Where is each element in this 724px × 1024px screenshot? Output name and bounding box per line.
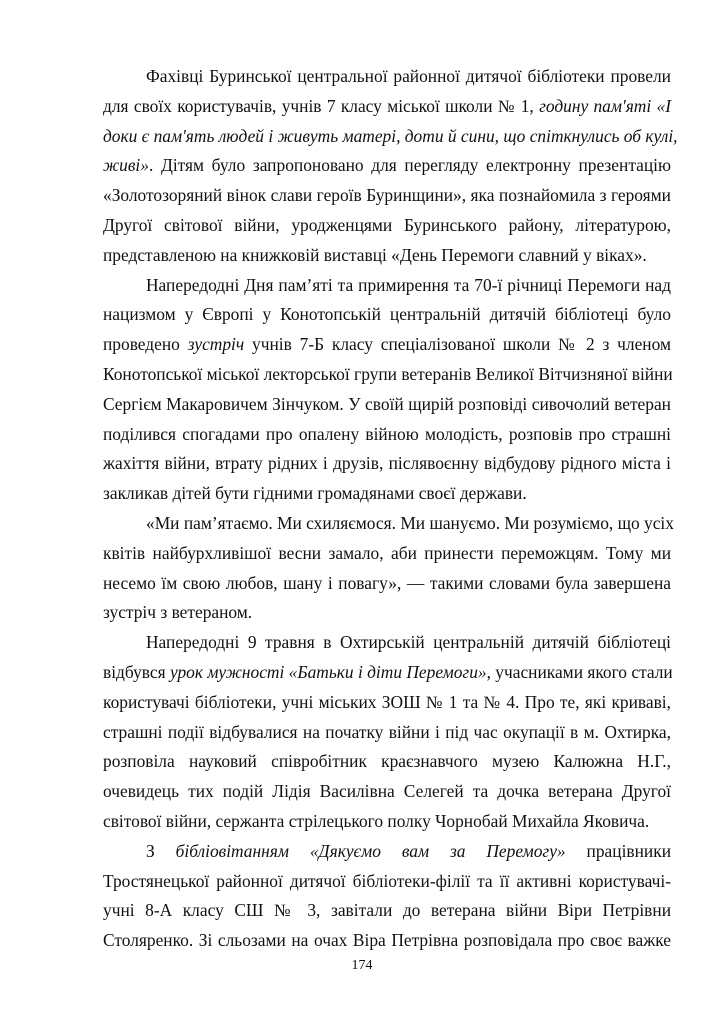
text-line (103, 777, 671, 807)
document-page (103, 62, 678, 956)
text-line (103, 92, 671, 122)
page-number: 174 (351, 958, 373, 973)
text-line (103, 509, 674, 539)
text-line (103, 62, 671, 92)
text-line (103, 598, 671, 628)
text-run: відбувся (103, 661, 170, 682)
text-run: Напередодні Дня пам’яті та примирення та 70-ї річниці Перемоги над (146, 274, 671, 295)
text-line (103, 390, 671, 420)
text-line (103, 688, 671, 718)
text-run: . Дітям було запропоновано для перегляду електронну презентацію (148, 155, 671, 176)
text-run: очевидець тих подій Лідія Василівна Селегей та дочка ветерана Другої (103, 781, 671, 802)
text-line (103, 241, 671, 271)
text-run: Столяренко. Зі сльозами на очах Віра Петрівна розповідала про своє важке (103, 930, 671, 951)
text-line (103, 658, 671, 688)
text-run: проведено (103, 334, 188, 355)
text-run: розповіла науковий співробітник краєзнавчого музею Калюжна Н.Г., (103, 751, 671, 772)
text-run: Тростянецької районної дитячої бібліотеки-філії та її активні користувачі- (103, 870, 671, 891)
text-line (103, 211, 671, 241)
text-run: несемо їм свою любов, шану і повагу», — такими словами була завершена (103, 572, 671, 593)
text-line (103, 300, 671, 330)
text-line (103, 837, 671, 867)
italic-text-run: зустріч (187, 334, 245, 355)
text-run: працівники (565, 840, 671, 861)
text-line (103, 569, 671, 599)
italic-text-run: живі» (103, 155, 149, 176)
text-run: закликав дітей бути гідними громадянами своєї держави. (103, 483, 527, 504)
text-run: учнів 7-Б класу спеціалізованої школи № 2 з членом (244, 334, 671, 355)
text-line (103, 896, 671, 926)
text-line (103, 420, 671, 450)
text-run: «Золотозоряний вінок слави героїв Буринщини», яка познайомила з героями (103, 185, 671, 206)
text-line (103, 747, 671, 777)
paragraph-3 (103, 509, 674, 628)
text-line (103, 867, 671, 897)
text-line (103, 122, 678, 152)
text-run: страшні події відбувалися на початку війни і під час окупації в м. Охтирка, (103, 721, 671, 742)
text-line (103, 807, 671, 837)
paragraph-1 (103, 62, 678, 271)
text-line (103, 151, 671, 181)
text-line (103, 181, 671, 211)
text-line (103, 926, 671, 956)
text-run: Фахівці Буринської центральної районної дитячої бібліотеки провели (146, 66, 671, 86)
text-run: Другої світової війни, уродженцями Буринського району, літературою, (103, 214, 671, 235)
text-run: квітів найбурхливішої весни замало, аби принести переможцям. Тому ми (103, 542, 671, 563)
text-line (103, 479, 671, 509)
italic-text-run: урок мужності «Батьки і діти Перемоги» (169, 661, 487, 682)
text-line (103, 449, 671, 479)
text-run: зустріч з ветераном. (103, 602, 253, 623)
text-line (103, 718, 671, 748)
paragraph-4 (103, 628, 671, 837)
text-run: Напередодні 9 травня в Охтирській центральній дитячій бібліотеці (146, 632, 671, 653)
text-run: Конотопської міської лекторської групи ветеранів Великої Вітчизняної війни (103, 363, 673, 384)
text-run: «Ми пам’ятаємо. Ми схиляємося. Ми шануємо. Ми розуміємо, що усіх (146, 512, 674, 533)
text-line (103, 330, 671, 360)
text-line (103, 271, 671, 301)
text-line (103, 628, 671, 658)
text-run: З (146, 840, 176, 861)
text-run: нацизмом у Європі у Конотопській центральній дитячій бібліотеці було (103, 304, 671, 325)
paragraph-2 (103, 271, 671, 509)
italic-text-run: годину пам'яті «І (539, 95, 671, 116)
text-run: для своїх користувачів, учнів 7 класу міської школи № 1, (103, 95, 540, 116)
text-run: користувачі бібліотеки, учні міських ЗОШ № 1 та № 4. Про те, які криваві, (103, 691, 671, 712)
text-run: учні 8-А класу СШ № 3, завітали до ветерана війни Віри Петрівни (103, 900, 671, 921)
paragraph-5 (103, 837, 671, 956)
text-run: поділився спогадами про опалену війною молодість, розповів про страшні (103, 423, 671, 444)
text-run: світової війни, сержанта стрілецького полку Чорнобай Михайла Яковича. (103, 810, 650, 831)
italic-text-run: доки є пам'ять людей і живуть матері, доти й сини, що спіткнулись об кулі, (103, 125, 678, 146)
text-line (103, 360, 671, 390)
text-run: , учасниками якого стали (486, 661, 673, 682)
text-run: Сергієм Макаровичем Зінчуком. У своїй щирій розповіді сивочолий ветеран (103, 393, 671, 414)
text-run: представленою на книжковій виставці «День Перемоги славний у віках». (103, 244, 647, 265)
text-run: жахіття війни, втрату рідних і друзів, післявоєнну відбудову рідного міста і (103, 453, 671, 474)
text-line (103, 539, 671, 569)
italic-text-run: бібліовітанням «Дякуємо вам за Перемогу» (175, 840, 566, 861)
